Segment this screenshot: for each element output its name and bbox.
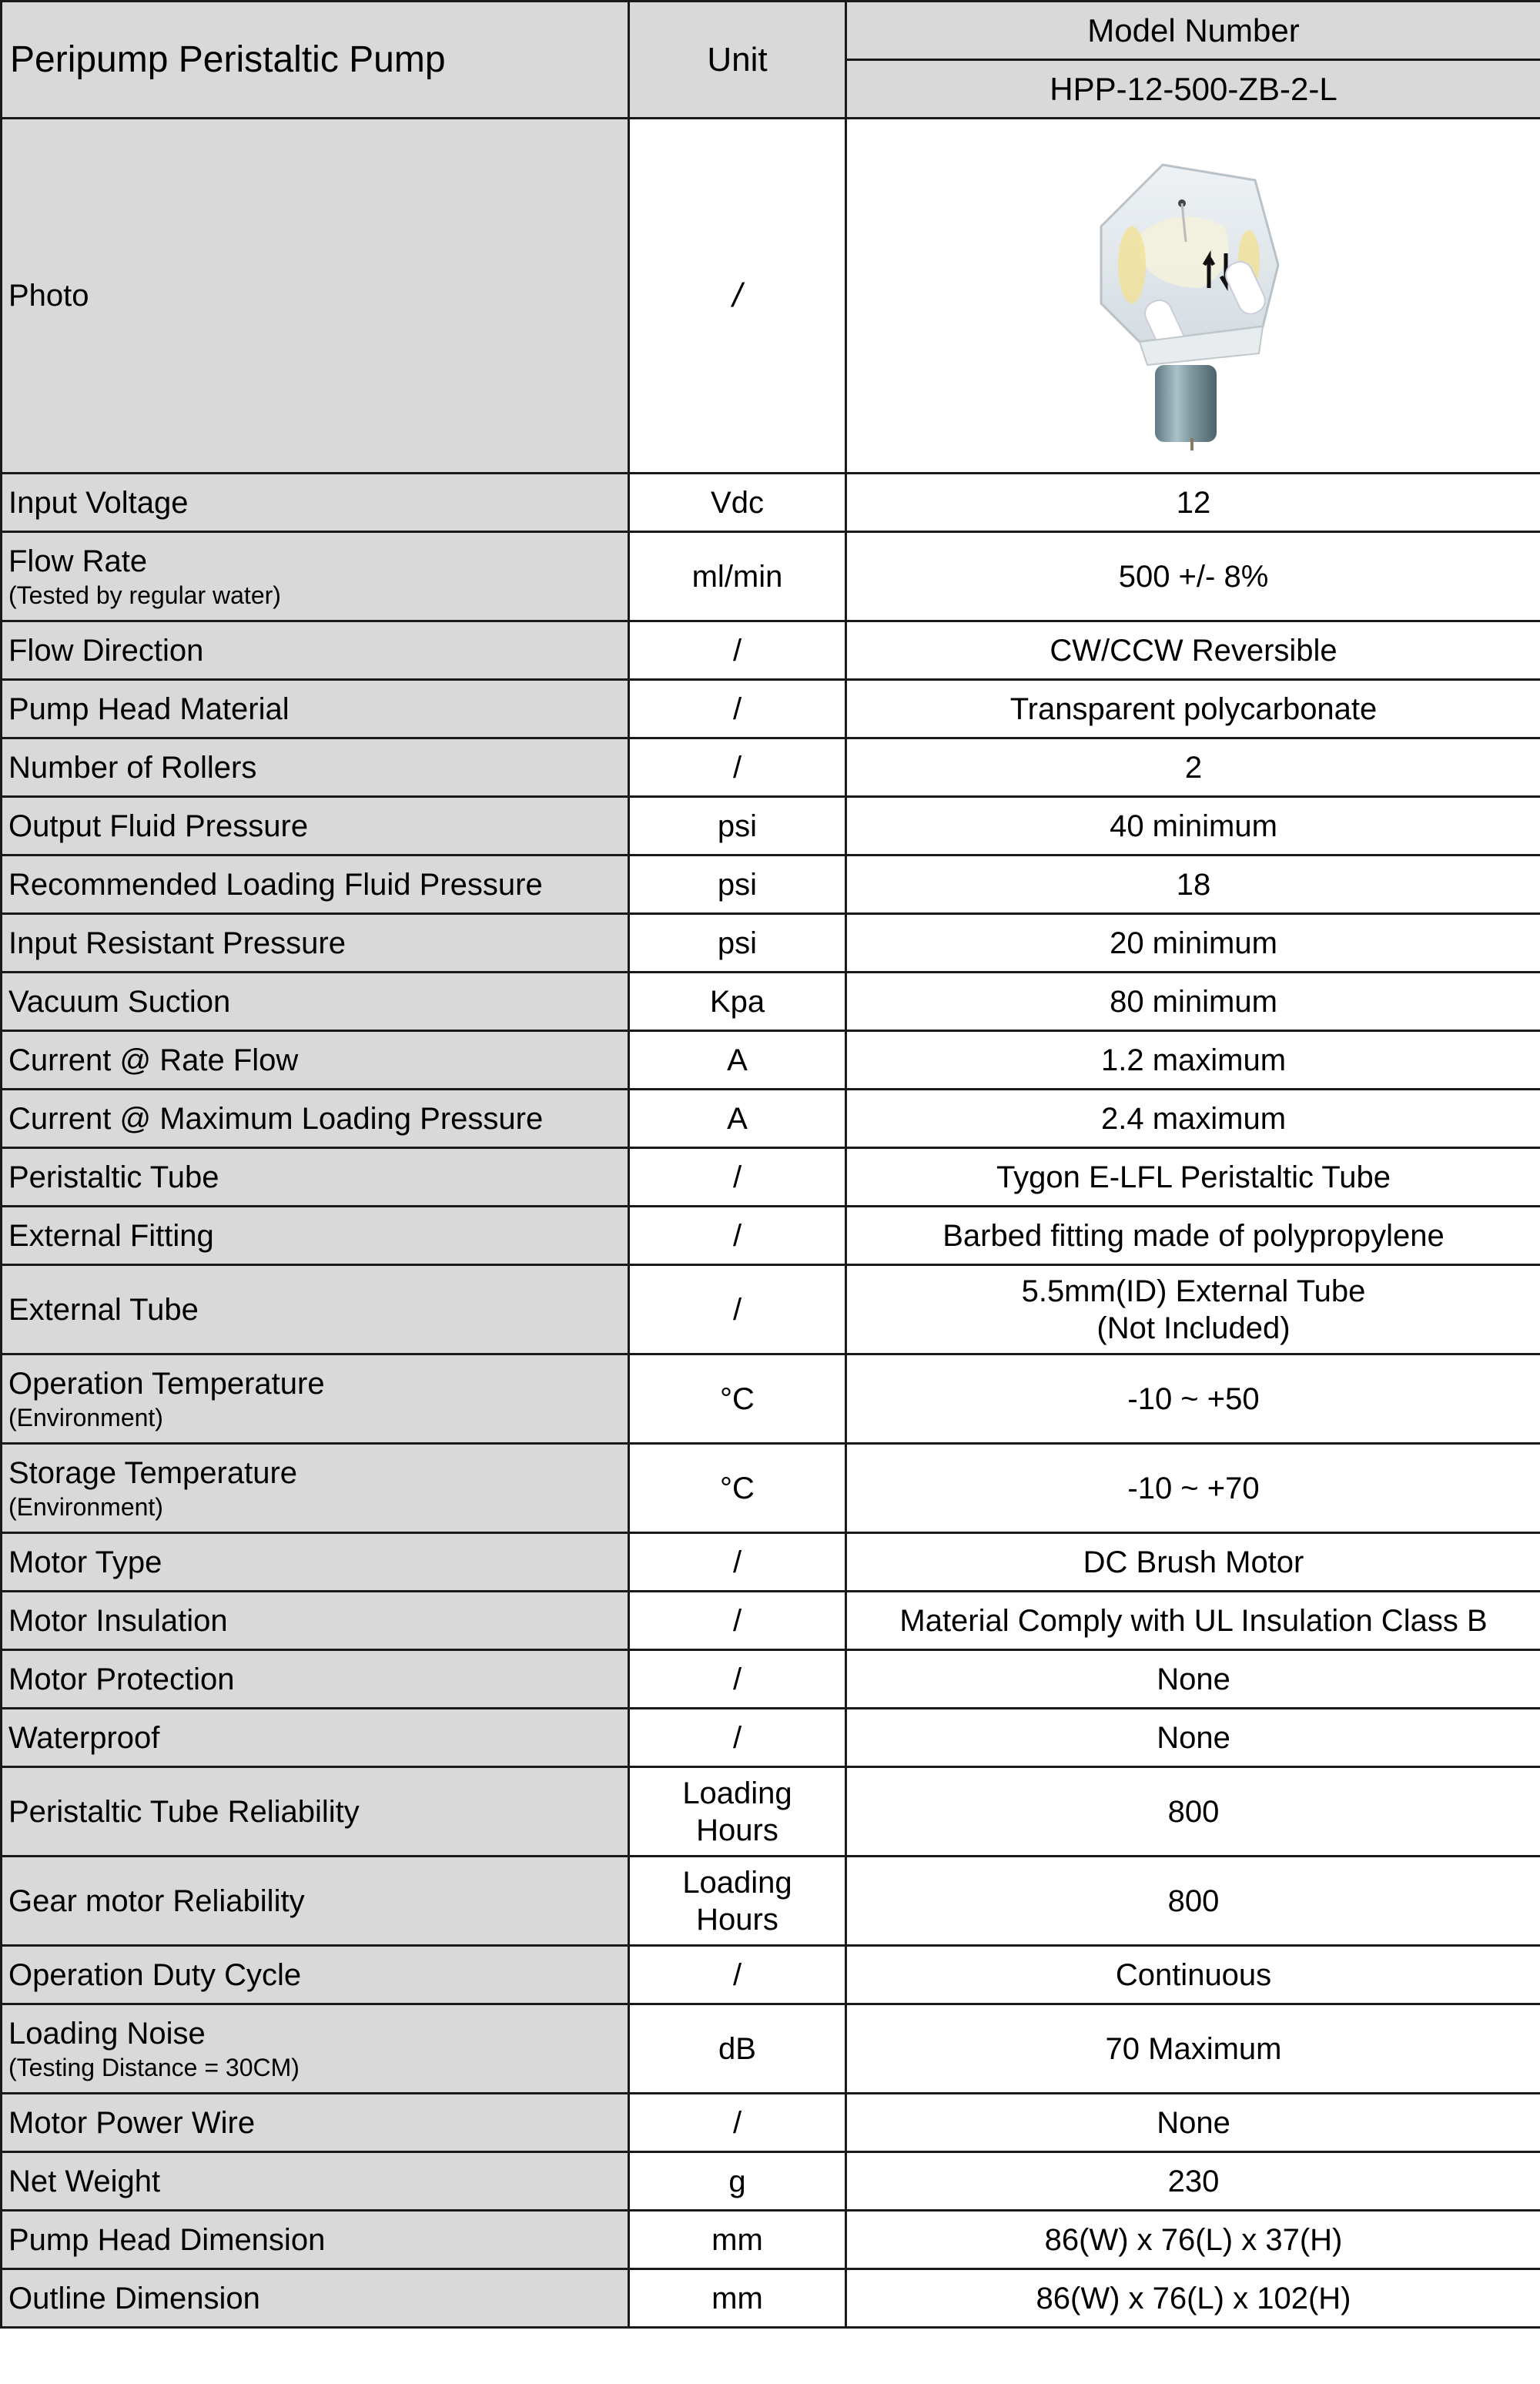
spec-row [2, 1207, 1540, 1265]
value-cell [846, 2004, 1540, 2094]
unit-text: / [732, 1292, 742, 1327]
parameter-cell [2, 1265, 629, 1354]
spec-row [2, 621, 1540, 680]
unit-cell [629, 1650, 846, 1709]
spec-row [2, 1709, 1540, 1767]
parameter-cell [2, 2094, 629, 2152]
spec-row [2, 1148, 1540, 1207]
value-text: Tygon E-LFL Peristaltic Tube [996, 1160, 1391, 1194]
product-title: Peripump Peristaltic Pump [2, 2, 629, 119]
value-cell [846, 914, 1540, 973]
parameter-name: Loading Noise [8, 2016, 206, 2051]
unit-cell [629, 797, 846, 855]
value-text: 5.5mm(ID) External Tube [1021, 1274, 1366, 1308]
unit-cell [629, 2211, 846, 2269]
spec-row [2, 1090, 1540, 1148]
unit-cell [629, 1148, 846, 1207]
value-text: 800 [1167, 1883, 1220, 1918]
parameter-name: Outline Dimension [8, 2281, 260, 2315]
value-text: 12 [1176, 485, 1211, 520]
unit-text: °C [720, 1471, 755, 1505]
spec-row [2, 738, 1540, 797]
parameter-name: Peristaltic Tube Reliability [8, 1794, 360, 1829]
spec-row [2, 2004, 1540, 2094]
parameter-name: Pump Head Material [8, 691, 290, 726]
unit-text: / [732, 1662, 742, 1696]
value-cell [846, 2152, 1540, 2211]
parameter-cell [2, 1709, 629, 1767]
unit-text: Loading [682, 1776, 792, 1810]
unit-cell [629, 1533, 846, 1592]
parameter-cell [2, 855, 629, 914]
value-text: 40 minimum [1110, 809, 1277, 843]
unit-cell [629, 2004, 846, 2094]
parameter-name: Flow Direction [8, 633, 204, 668]
value-cell [846, 1709, 1540, 1767]
value-text: 2.4 maximum [1100, 1101, 1287, 1136]
value-text: 80 minimum [1110, 984, 1277, 1019]
spec-row [2, 1265, 1540, 1354]
value-cell [846, 680, 1540, 738]
parameter-cell [2, 797, 629, 855]
unit-cell [629, 914, 846, 973]
parameter-note: (Testing Distance = 30CM) [8, 2053, 300, 2081]
value-text: Barbed fitting made of polypropylene [942, 1218, 1445, 1253]
spec-row [2, 1444, 1540, 1533]
parameter-cell [2, 1207, 629, 1265]
unit-cell [629, 2269, 846, 2328]
spec-row [2, 797, 1540, 855]
unit-text: / [732, 1957, 742, 1992]
parameter-cell [2, 738, 629, 797]
parameter-cell [2, 1148, 629, 1207]
parameter-name: Motor Type [8, 1545, 162, 1579]
unit-text: Kpa [709, 984, 765, 1019]
spec-row [2, 1857, 1540, 1946]
parameter-cell [2, 2211, 629, 2269]
unit-text-line2: Hours [696, 1813, 778, 1847]
parameter-name: Storage Temperature [8, 1455, 298, 1490]
value-cell [846, 1444, 1540, 1533]
spec-row [2, 680, 1540, 738]
photo-row [2, 119, 1540, 474]
parameter-cell [2, 973, 629, 1031]
parameter-name: Current @ Maximum Loading Pressure [8, 1101, 544, 1136]
value-text: 500 +/- 8% [1118, 559, 1269, 594]
unit-cell [629, 1709, 846, 1767]
value-cell [846, 1767, 1540, 1857]
model-number-value: HPP-12-500-ZB-2-L [846, 60, 1540, 119]
unit-text: / [732, 691, 742, 726]
unit-cell [629, 2094, 846, 2152]
value-cell [846, 1265, 1540, 1354]
value-cell [846, 738, 1540, 797]
value-cell [846, 1031, 1540, 1090]
unit-cell [629, 1207, 846, 1265]
unit-text: Vdc [711, 485, 764, 520]
unit-cell [629, 1444, 846, 1533]
value-cell [846, 1533, 1540, 1592]
value-text: 800 [1167, 1794, 1220, 1829]
parameter-cell [2, 474, 629, 532]
value-text: CW/CCW Reversible [1050, 633, 1337, 668]
unit-text: °C [720, 1381, 755, 1416]
value-text: 2 [1184, 750, 1203, 785]
value-cell [846, 797, 1540, 855]
unit-column-header: Unit [629, 2, 846, 119]
unit-cell [629, 532, 846, 621]
unit-cell [629, 1354, 846, 1444]
value-cell [846, 2094, 1540, 2152]
photo-label: Photo [2, 119, 629, 474]
parameter-name: External Tube [8, 1292, 199, 1327]
value-cell [846, 1148, 1540, 1207]
unit-cell [629, 1265, 846, 1354]
spec-row [2, 1031, 1540, 1090]
parameter-cell [2, 1592, 629, 1650]
spec-row [2, 973, 1540, 1031]
value-text: 230 [1167, 2164, 1220, 2198]
spec-row [2, 2094, 1540, 2152]
parameter-cell [2, 1090, 629, 1148]
parameter-note: (Environment) [8, 1403, 163, 1431]
unit-text: ml/min [691, 559, 783, 594]
value-cell [846, 1592, 1540, 1650]
value-cell [846, 973, 1540, 1031]
value-cell [846, 621, 1540, 680]
unit-cell [629, 680, 846, 738]
spec-row [2, 1767, 1540, 1857]
value-text: 1.2 maximum [1100, 1043, 1287, 1077]
photo-unit: / [629, 119, 846, 474]
unit-cell [629, 474, 846, 532]
parameter-name: Motor Insulation [8, 1603, 228, 1638]
parameter-name: Operation Temperature [8, 1366, 325, 1401]
spec-row [2, 2211, 1540, 2269]
parameter-note: (Environment) [8, 1492, 163, 1521]
parameter-name: Input Voltage [8, 485, 189, 520]
spec-row [2, 1533, 1540, 1592]
unit-text: / [732, 1720, 742, 1755]
value-cell [846, 2269, 1540, 2328]
value-text: 20 minimum [1110, 926, 1277, 960]
value-cell [846, 1650, 1540, 1709]
parameter-cell [2, 2004, 629, 2094]
model-number-header: Model Number [846, 2, 1540, 60]
parameter-name: External Fitting [8, 1218, 214, 1253]
parameter-name: Peristaltic Tube [8, 1160, 219, 1194]
spec-row [2, 474, 1540, 532]
value-cell [846, 855, 1540, 914]
value-cell [846, 2211, 1540, 2269]
parameter-cell [2, 1354, 629, 1444]
value-text-line2: (Not Included) [1096, 1311, 1291, 1345]
unit-cell [629, 1031, 846, 1090]
parameter-note: (Tested by regular water) [8, 581, 281, 609]
unit-cell [629, 738, 846, 797]
unit-text-line2: Hours [696, 1902, 778, 1937]
unit-text: / [732, 1545, 742, 1579]
value-text: 86(W) x 76(L) x 102(H) [1036, 2281, 1351, 2315]
parameter-name: Number of Rollers [8, 750, 257, 785]
unit-text: / [732, 1160, 742, 1194]
value-text: Material Comply with UL Insulation Class B [899, 1603, 1488, 1638]
value-text: 86(W) x 76(L) x 37(H) [1044, 2222, 1343, 2257]
spec-row [2, 532, 1540, 621]
unit-text: dB [718, 2031, 756, 2066]
spec-row [2, 914, 1540, 973]
parameter-name: Gear motor Reliability [8, 1883, 305, 1918]
unit-cell [629, 855, 846, 914]
value-cell [846, 1207, 1540, 1265]
value-text: Transparent polycarbonate [1009, 691, 1378, 726]
parameter-name: Input Resistant Pressure [8, 926, 346, 960]
value-text: None [1157, 1720, 1230, 1755]
parameter-cell [2, 1533, 629, 1592]
unit-cell [629, 1946, 846, 2004]
parameter-cell [2, 1946, 629, 2004]
unit-text: A [727, 1101, 748, 1136]
value-text: 70 Maximum [1105, 2031, 1282, 2066]
parameter-cell [2, 621, 629, 680]
parameter-cell [2, 1444, 629, 1533]
value-cell [846, 1090, 1540, 1148]
parameter-name: Current @ Rate Flow [8, 1043, 299, 1077]
spec-row [2, 1946, 1540, 2004]
unit-text: A [727, 1043, 748, 1077]
value-text: 18 [1176, 867, 1211, 902]
parameter-name: Recommended Loading Fluid Pressure [8, 867, 543, 902]
parameter-name: Waterproof [8, 1720, 160, 1755]
unit-text: psi [717, 867, 758, 902]
value-text: DC Brush Motor [1083, 1545, 1304, 1579]
unit-cell [629, 973, 846, 1031]
parameter-cell [2, 914, 629, 973]
parameter-name: Motor Power Wire [8, 2105, 256, 2140]
unit-cell [629, 1592, 846, 1650]
unit-text: / [732, 633, 742, 668]
header-row [2, 2, 1540, 60]
value-cell [846, 1354, 1540, 1444]
unit-text: psi [717, 809, 758, 843]
unit-text: / [732, 2105, 742, 2140]
parameter-cell [2, 1650, 629, 1709]
spec-row [2, 2269, 1540, 2328]
unit-cell [629, 1090, 846, 1148]
unit-text: g [728, 2164, 746, 2198]
parameter-cell [2, 2269, 629, 2328]
value-cell [846, 474, 1540, 532]
spec-row [2, 1592, 1540, 1650]
parameter-cell [2, 1857, 629, 1946]
spec-row [2, 1354, 1540, 1444]
parameter-name: Operation Duty Cycle [8, 1957, 302, 1992]
parameter-name: Motor Protection [8, 1662, 235, 1696]
unit-cell [629, 1767, 846, 1857]
parameter-name: Pump Head Dimension [8, 2222, 326, 2257]
unit-cell [629, 2152, 846, 2211]
unit-cell [629, 621, 846, 680]
value-cell [846, 1857, 1540, 1946]
unit-text: / [732, 1218, 742, 1253]
unit-text: psi [717, 926, 758, 960]
unit-text: / [732, 750, 742, 785]
value-text: None [1157, 1662, 1230, 1696]
unit-text: / [732, 1603, 742, 1638]
parameter-cell [2, 532, 629, 621]
parameter-cell [2, 1767, 629, 1857]
value-cell [846, 1946, 1540, 2004]
spec-row [2, 2152, 1540, 2211]
pump-product-image [1047, 134, 1340, 457]
parameter-name: Flow Rate [8, 544, 148, 578]
spec-row [2, 1650, 1540, 1709]
parameter-name: Output Fluid Pressure [8, 809, 309, 843]
parameter-cell [2, 2152, 629, 2211]
value-text: -10 ~ +50 [1127, 1381, 1260, 1416]
spec-row [2, 855, 1540, 914]
unit-text: Loading [682, 1865, 792, 1900]
parameter-cell [2, 1031, 629, 1090]
value-text: -10 ~ +70 [1127, 1471, 1260, 1505]
value-text: None [1157, 2105, 1230, 2140]
unit-text: mm [711, 2281, 763, 2315]
parameter-name: Vacuum Suction [8, 984, 231, 1019]
unit-cell [629, 1857, 846, 1946]
parameter-name: Net Weight [8, 2164, 161, 2198]
value-text: Continuous [1115, 1957, 1272, 1992]
unit-text: mm [711, 2222, 763, 2257]
photo-cell [846, 119, 1540, 474]
value-cell [846, 532, 1540, 621]
parameter-cell [2, 680, 629, 738]
